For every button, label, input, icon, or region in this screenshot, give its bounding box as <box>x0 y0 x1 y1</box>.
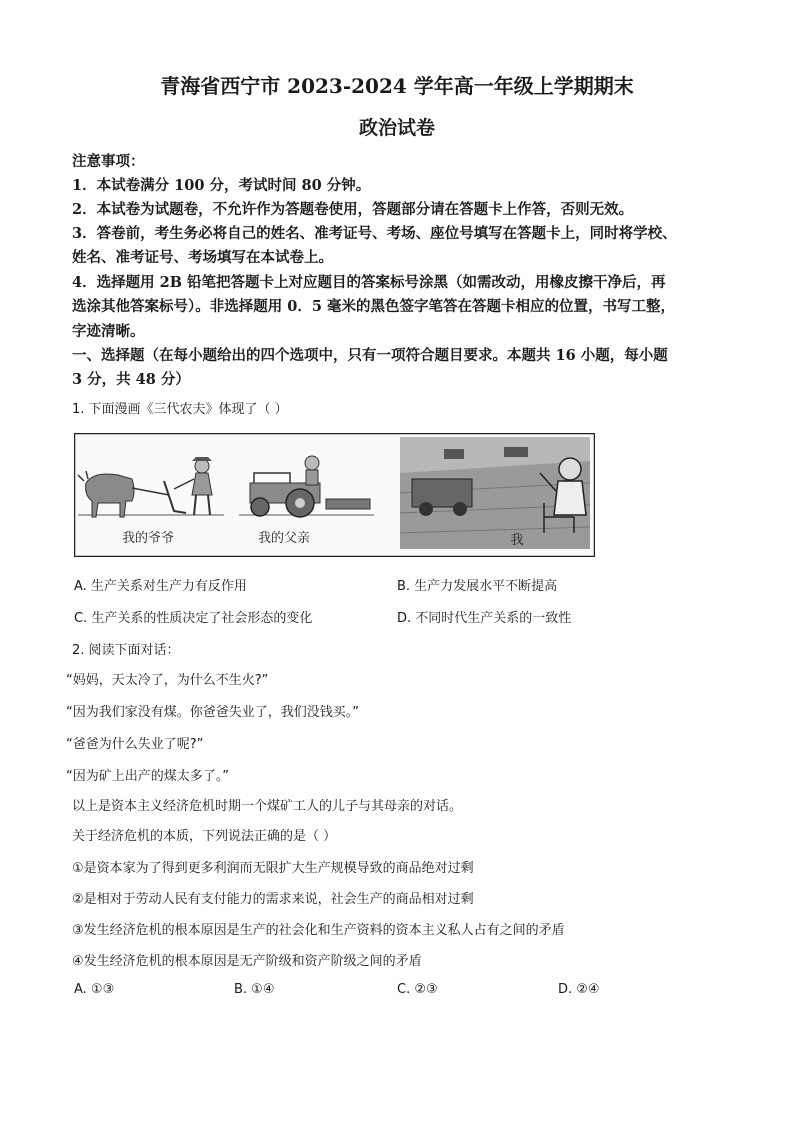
q2-option-c[interactable]: C. ②③ <box>397 982 438 997</box>
q2-stem: 2. 阅读下面对话： <box>72 643 180 658</box>
q1-stem: 1. 下面漫画《三代农夫》体现了（ ） <box>72 402 288 417</box>
q1-option-d[interactable]: D. 不同时代生产关系的一致性 <box>397 611 572 626</box>
exam-subtitle: 政治试卷 <box>358 117 435 139</box>
q2-question: 关于经济危机的本质，下列说法正确的是（ ） <box>72 829 337 844</box>
q1-option-a[interactable]: A. 生产关系对生产力有反作用 <box>74 579 247 594</box>
q2-statement: ②是相对于劳动人民有支付能力的需求来说，社会生产的商品相对过剩 <box>72 892 474 907</box>
q2-statement: ③发生经济危机的根本原因是生产的社会化和生产资料的资本主义私人占有之间的矛盾 <box>72 923 565 938</box>
exam-title: 青海省西宁市 2023-2024 学年高一年级上学期期末 <box>160 74 634 98</box>
notice-line: 1．本试卷满分 100 分，考试时间 80 分钟。 <box>72 177 371 194</box>
notice-line: 选涂其他答案标号）。非选择题用 0．5 毫米的黑色签字笔答在答题卡相应的位置，书写工整， <box>72 298 676 315</box>
section-heading: 一、选择题（在每小题给出的四个选项中，只有一项符合题目要求。本题共 16 小题，每小题 <box>72 347 668 364</box>
notice-line: 字迹清晰。 <box>72 323 145 340</box>
q2-option-b[interactable]: B. ①④ <box>234 982 275 997</box>
notice-line: 姓名、准考证号、考场填写在本试卷上。 <box>72 249 333 266</box>
q2-statement: ①是资本家为了得到更多利润而无限扩大生产规模导致的商品绝对过剩 <box>72 861 474 876</box>
caption-father: 我的父亲 <box>257 531 311 546</box>
notice-line: 4．选择题用 2B 铅笔把答题卡上对应题目的答案标号涂黑（如需改动，用橡皮擦干净后，再 <box>72 274 666 291</box>
q2-context: 以上是资本主义经济危机时期一个煤矿工人的儿子与其母亲的对话。 <box>72 799 463 814</box>
dialogue-line: “因为矿上出产的煤太多了。” <box>66 769 229 784</box>
notice-heading: 注意事项： <box>72 153 145 170</box>
q2-statement: ④发生经济危机的根本原因是无产阶级和资产阶级之间的矛盾 <box>72 954 422 969</box>
dialogue-line: “妈妈，天太冷了，为什么不生火?” <box>66 673 269 688</box>
modern-farm-icon <box>400 437 590 549</box>
dialogue-line: “爸爸为什么失业了呢?” <box>66 737 204 752</box>
q1-option-c[interactable]: C. 生产关系的性质决定了社会形态的变化 <box>74 611 313 626</box>
dialogue-line: “因为我们家没有煤。你爸爸失业了，我们没钱买。” <box>66 705 359 720</box>
q2-option-d[interactable]: D. ②④ <box>558 982 600 997</box>
section-heading: 3 分，共 48 分） <box>72 371 190 388</box>
notice-line: 3．答卷前，考生务必将自己的姓名、准考证号、考场、座位号填写在答题卡上，同时将学校、 <box>72 225 677 242</box>
q2-option-a[interactable]: A. ①③ <box>74 982 115 997</box>
notice-line: 2．本试卷为试题卷，不允许作为答题卷使用，答题部分请在答题卡上作答，否则无效。 <box>72 201 634 218</box>
three-generations-farmer-comic <box>74 433 595 557</box>
caption-me: 我 <box>510 533 524 548</box>
caption-grandpa: 我的爷爷 <box>121 531 175 546</box>
q1-option-b[interactable]: B. 生产力发展水平不断提高 <box>397 579 558 594</box>
